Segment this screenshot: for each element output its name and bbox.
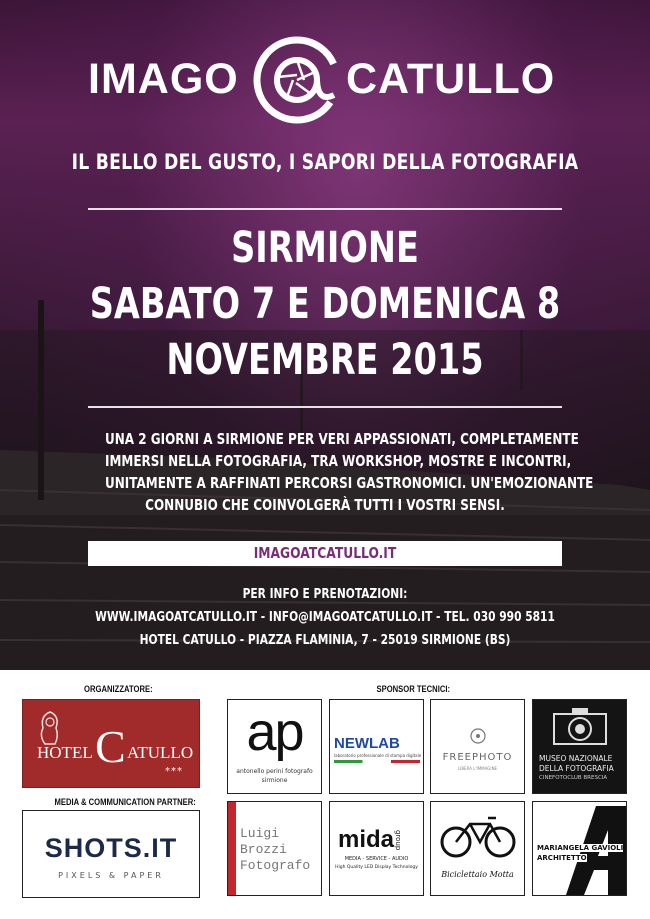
website-bar[interactable] — [88, 541, 562, 566]
sponsor-freephoto — [430, 699, 525, 794]
sponsor-ap — [227, 699, 322, 794]
logo-word-left: IMAGO — [88, 55, 239, 103]
headline-location: SIRMIONE — [231, 223, 419, 273]
newlab-sub: laboratorio professionale di stampa digitale — [334, 753, 422, 758]
event-description — [105, 428, 594, 516]
brozzi-red-bar — [228, 802, 236, 895]
info-address: HOTEL CATULLO - PIAZZA FLAMINIA, 7 - 25019 SIRMIONE (BS) — [139, 633, 511, 648]
mida-tag: group — [394, 830, 402, 851]
at-shutter-icon — [252, 35, 342, 125]
gavioli-line1: MARIANGELA GAVIOLI — [537, 844, 624, 852]
description-line: CONNUBIO CHE COINVOLGERÀ TUTTI I VOSTRI SENSI. — [145, 496, 505, 514]
sponsor-gavioli — [532, 801, 627, 896]
sponsor-newlab — [329, 699, 424, 794]
divider-top — [88, 208, 562, 210]
brozzi-line1: Luigi — [240, 826, 280, 841]
mida-sub2: High Quality LED Display Technology — [335, 865, 418, 870]
museo-line3: CINEFOTOCLUB BRESCIA — [539, 775, 608, 781]
website-link[interactable]: IMAGOATCATULLO.IT — [253, 544, 397, 562]
description-line: UNA 2 GIORNI A SIRMIONE PER VERI APPASSIONATI, COMPLETAMENTE — [105, 430, 579, 448]
tagline: IL BELLO DEL GUSTO, I SAPORI DELLA FOTOGRAFIA — [71, 150, 579, 174]
organizer-label: ORGANIZZATORE: — [84, 684, 153, 694]
media-partner-label: MEDIA & COMMUNICATION PARTNER: — [54, 797, 196, 807]
hotel-stars: *** — [165, 766, 183, 777]
brozzi-line3: Fotografo — [240, 858, 311, 873]
hotel-catullo-logo — [22, 699, 200, 788]
italy-flag-strip — [334, 760, 420, 763]
sponsor-mida — [329, 801, 424, 896]
ap-mark: ap — [246, 702, 303, 762]
newlab-name: NEWLAB — [334, 735, 400, 752]
sponsor-brozzi — [227, 801, 322, 896]
info-heading: PER INFO E PRENOTAZIONI: — [242, 587, 408, 602]
divider-bottom — [88, 406, 562, 408]
museo-line1: MUSEO NAZIONALE — [539, 754, 613, 763]
hotel-name-left: HOTEL — [37, 743, 93, 762]
freephoto-name: FREEPHOTO — [442, 752, 513, 763]
sponsor-museo — [532, 699, 627, 794]
headline-month: NOVEMBRE 2015 — [166, 335, 484, 385]
headline-dates: SABATO 7 E DOMENICA 8 — [89, 279, 561, 329]
bici-name: Biciclettaio Motta — [441, 870, 514, 879]
museo-line2: DELLA FOTOGRAFIA — [539, 764, 614, 773]
freephoto-sub: LIBERA L'IMMAGINE — [457, 766, 498, 771]
ap-line1: antonello perini fotografo — [236, 768, 313, 775]
description-line: UNITAMENTE A RAFFINATI PERCORSI GASTRONOMICI. UN'EMOZIONANTE — [105, 474, 594, 492]
hotel-name-right: ATULLO — [127, 743, 194, 762]
sponsors-label: SPONSOR TECNICI: — [376, 684, 451, 694]
imago-catullo-logo — [0, 35, 650, 125]
mida-sub1: MEDIA - SERVICE - AUDIO — [344, 856, 409, 862]
gavioli-line2: ARCHITETTO — [537, 854, 587, 862]
ap-line2: sirmione — [261, 777, 288, 784]
description-line: IMMERSI NELLA FOTOGRAFIA, TRA WORKSHOP, MOSTRE E INCONTRI, — [105, 452, 572, 470]
shots-tagline: PIXELS & PAPER — [58, 871, 164, 880]
hotel-crest-icon — [35, 708, 65, 748]
shots-name: SHOTS.IT — [44, 833, 178, 863]
logo-word-right: CATULLO — [346, 55, 556, 103]
info-contacts[interactable]: WWW.IMAGOATCATULLO.IT - INFO@IMAGOATCATULLO.IT - TEL. 030 990 5811 — [95, 610, 555, 625]
mida-name: mida — [338, 826, 395, 853]
hotel-initial: C — [95, 721, 126, 772]
brozzi-line2: Brozzi — [240, 842, 287, 857]
sponsor-biciclettaio — [430, 801, 525, 896]
museum-camera-icon — [550, 706, 610, 750]
bicycle-icon — [438, 812, 518, 860]
freephoto-icon — [468, 726, 488, 746]
shots-it-logo — [22, 810, 200, 898]
